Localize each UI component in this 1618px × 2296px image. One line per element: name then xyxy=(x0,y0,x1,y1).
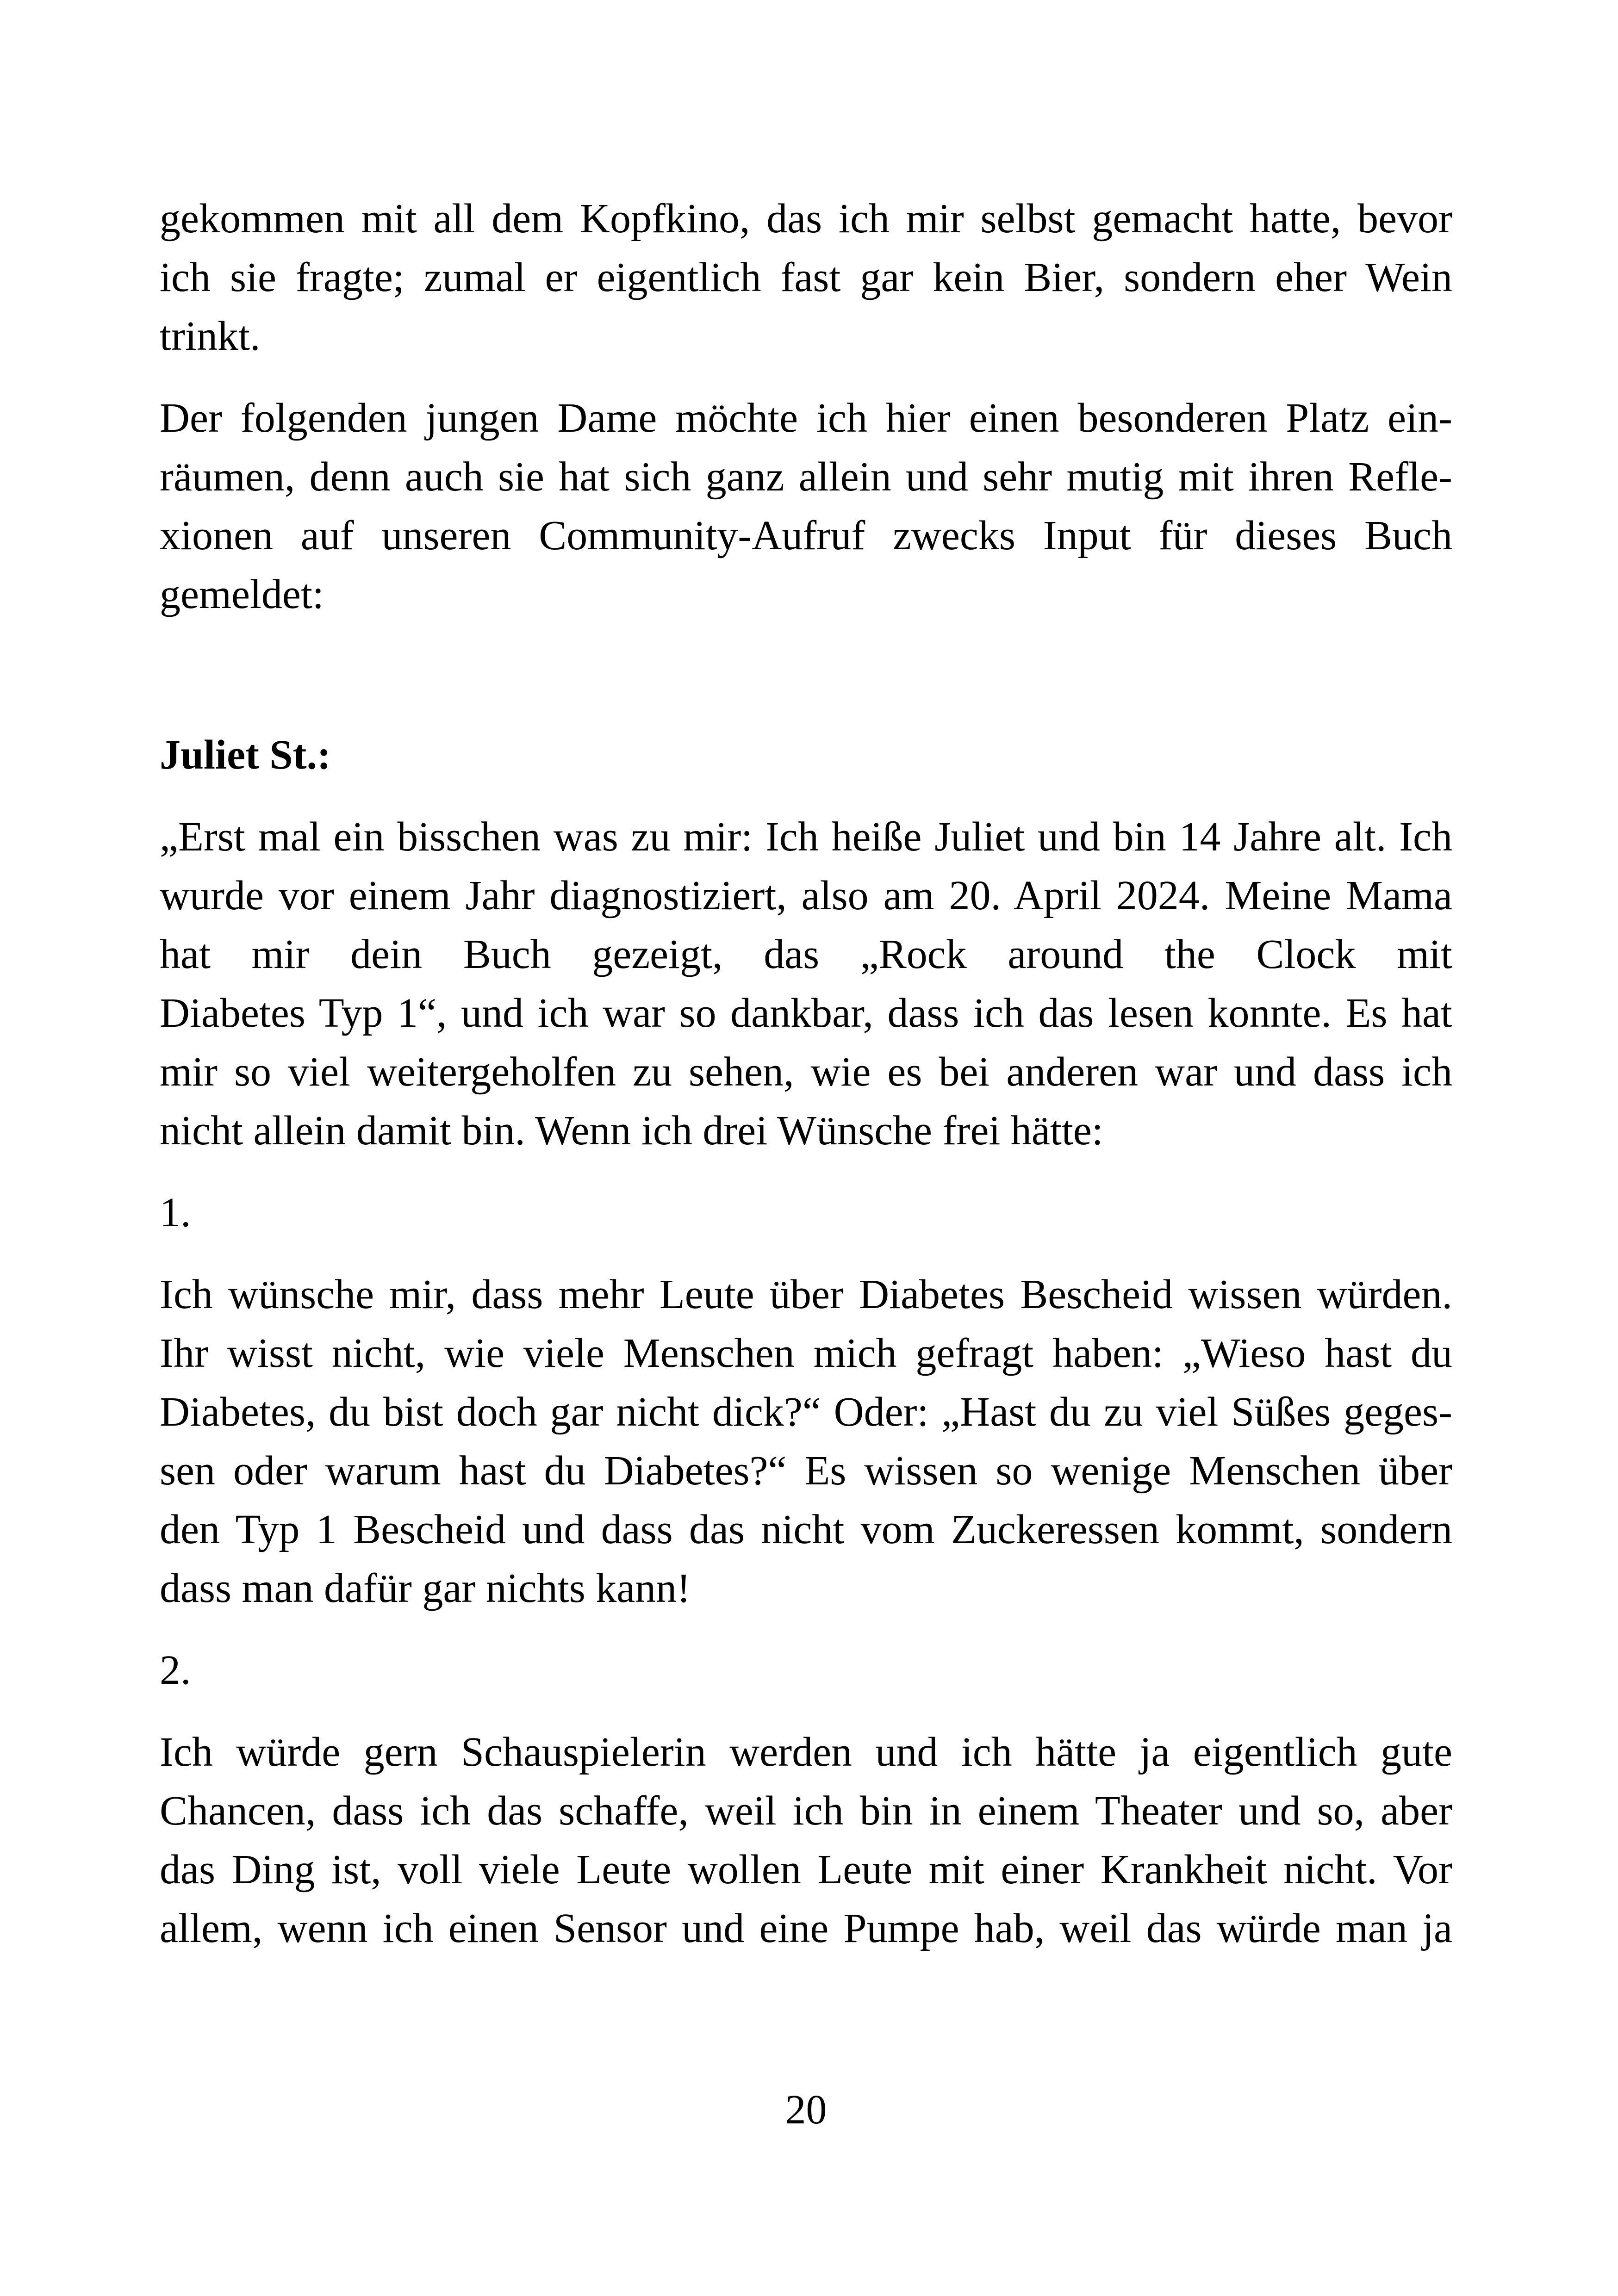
text-line: Chancen, dass ich das schaffe, weil ich bin in einem Theater und so, aber xyxy=(160,1788,1452,1834)
paragraph xyxy=(160,1723,1452,1958)
text-line: räumen, denn auch sie hat sich ganz allein und sehr mutig mit ihren Refle- xyxy=(160,454,1452,500)
text-line: nicht allein damit bin. Wenn ich drei Wünsche frei hätte: xyxy=(160,1108,1103,1154)
paragraph xyxy=(160,1265,1452,1618)
list-number xyxy=(160,1641,1452,1700)
text-line: das Ding ist, voll viele Leute wollen Leute mit einer Krankheit nicht. Vor xyxy=(160,1847,1452,1893)
text-line: allem, wenn ich einen Sensor und eine Pumpe hab, weil das würde man ja xyxy=(160,1905,1452,1951)
text-line: Der folgenden jungen Dame möchte ich hier einen besonderen Platz ein- xyxy=(160,395,1452,441)
text-line: hat mir dein Buch gezeigt, das „Rock around the Clock mit xyxy=(160,931,1452,977)
text-line: dass man dafür gar nichts kann! xyxy=(160,1565,691,1611)
text-line: Diabetes, du bist doch gar nicht dick?“ Oder: „Hast du zu viel Süßes geges- xyxy=(160,1389,1452,1435)
text-line: gemeldet: xyxy=(160,571,324,617)
section-heading: Juliet St.: xyxy=(160,732,331,778)
paragraph xyxy=(160,189,1452,366)
text-line: gekommen mit all dem Kopfkino, das ich mir selbst gemacht hatte, bevor xyxy=(160,196,1452,242)
paragraph xyxy=(160,389,1452,624)
list-number xyxy=(160,1183,1452,1242)
text-line: 2. xyxy=(160,1647,191,1693)
text-line: Ich wünsche mir, dass mehr Leute über Diabetes Bescheid wissen würden. xyxy=(160,1272,1452,1317)
text-line: „Erst mal ein bisschen was zu mir: Ich heiße Juliet und bin 14 Jahre alt. Ich xyxy=(160,814,1452,860)
text-line: trinkt. xyxy=(160,313,261,359)
text-line: den Typ 1 Bescheid und dass das nicht vom Zuckeressen kommt, sondern xyxy=(160,1507,1452,1552)
text-line: 1. xyxy=(160,1190,191,1235)
paragraph xyxy=(160,807,1452,1160)
text-line: Ich würde gern Schauspielerin werden und ich hätte ja eigentlich gute xyxy=(160,1729,1452,1775)
text-line: Diabetes Typ 1“, und ich war so dankbar, dass ich das lesen konnte. Es hat xyxy=(160,990,1452,1036)
text-line: ich sie fragte; zumal er eigentlich fast gar kein Bier, sondern eher Wein xyxy=(160,254,1452,300)
text-line: Ihr wisst nicht, wie viele Menschen mich gefragt haben: „Wieso hast du xyxy=(160,1330,1452,1376)
text-line: mir so viel weitergeholfen zu sehen, wie es bei anderen war und dass ich xyxy=(160,1049,1452,1095)
text-line: sen oder warum hast du Diabetes?“ Es wissen so wenige Menschen über xyxy=(160,1448,1452,1494)
page-number: 20 xyxy=(785,2087,827,2133)
text-line: xionen auf unseren Community-Aufruf zwecks Input für dieses Buch xyxy=(160,513,1452,558)
text-line: wurde vor einem Jahr diagnostiziert, also am 20. April 2024. Meine Mama xyxy=(160,873,1452,918)
